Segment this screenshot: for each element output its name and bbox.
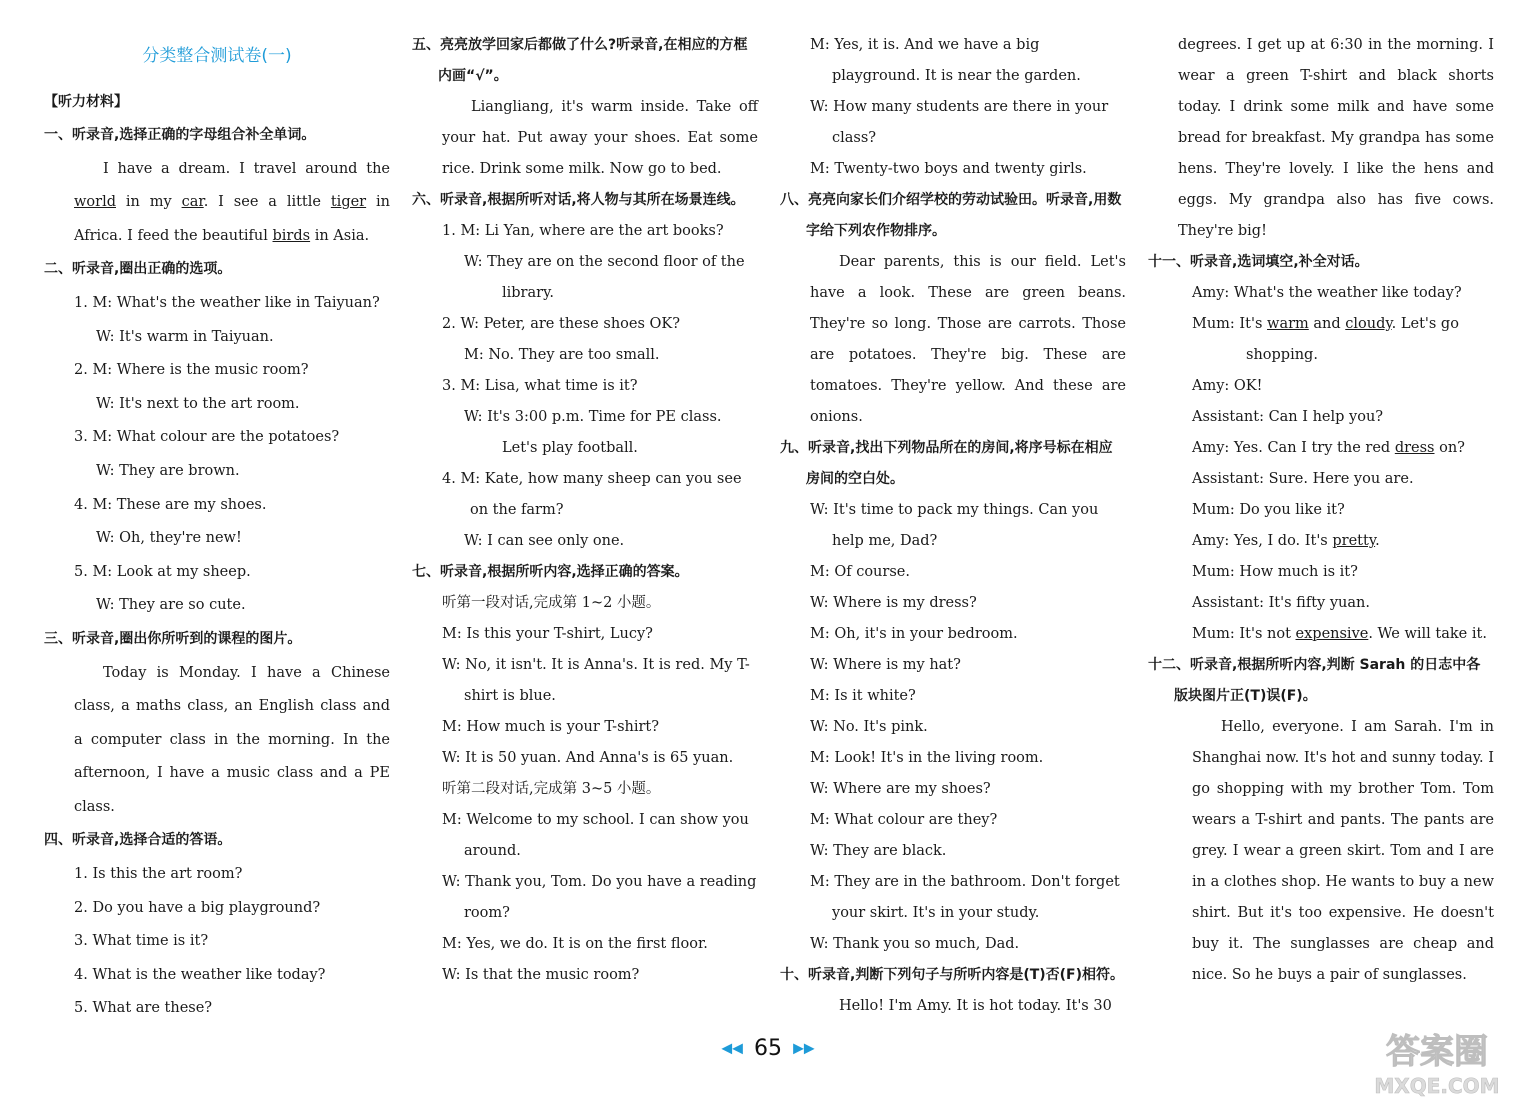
section-1-heading: 一、听录音,选择正确的字母组合补全单词。	[44, 127, 316, 143]
dialogue-line: 3. M: Lisa, what time is it?	[442, 378, 638, 394]
dialogue-line: 1. M: Li Yan, where are the art books?	[442, 223, 724, 239]
dialogue-line: W: No. It's pink.	[810, 719, 928, 735]
dialogue-line: Amy: Yes. Can I try the red dress on?	[1192, 440, 1465, 456]
dialogue-line: M: Oh, it's in your bedroom.	[810, 626, 1018, 642]
section-12-passage: Hello, everyone. I am Sarah. I'm in Shanghai now. It's hot and sunny today. I go shopping with my brother Tom. Tom wears a T-shirt and pants. The pants are grey. I wear a green skirt. Tom and I are in a clothes shop. He wants to buy a new shirt. But it's too expensive. He doesn't buy it. The sunglasses are cheap and nice. So he buys a pair of sunglasses.	[1192, 719, 1494, 983]
section-3-heading: 三、听录音,圈出你所听到的课程的图片。	[44, 630, 302, 647]
dialogue-line: W: Oh, they're new!	[96, 530, 242, 547]
dialogue-line: 3. M: What colour are the potatoes?	[74, 429, 340, 446]
dialogue-line: Amy: Yes, I do. It's pretty.	[1192, 533, 1380, 549]
dialogue-line: 1. M: What's the weather like in Taiyuan?	[74, 294, 380, 311]
section-5-passage: Liangliang, it's warm inside. Take off your hat. Put away your shoes. Eat some rice. Drink some milk. Now go to bed.	[442, 99, 758, 177]
dialogue-line: 5. M: Look at my sheep.	[74, 563, 251, 580]
question-item: 2. Do you have a big playground?	[74, 899, 321, 916]
column-3	[780, 30, 1126, 1022]
dialogue-line: Mum: It's warm and cloudy. Let's go shopping.	[1192, 316, 1459, 363]
dialogue-line: W: It's 3:00 p.m. Time for PE class. Let's play football.	[464, 409, 722, 456]
watermark-text: 答案圈	[1386, 1032, 1488, 1072]
section-7-heading: 七、听录音,根据所听内容,选择正确的答案。	[412, 564, 689, 580]
section-12-heading: 十二、听录音,根据所听内容,判断 Sarah 的日志中各版块图片正(T)误(F)。	[1148, 657, 1481, 704]
dialogue-line: Amy: What's the weather like today?	[1192, 285, 1462, 301]
watermark-url: MXQE.COM	[1374, 1074, 1500, 1098]
dialogue-line: 4. M: Kate, how many sheep can you see on the farm?	[442, 471, 742, 518]
dialogue-line: Assistant: It's fifty yuan.	[1192, 595, 1370, 611]
dialogue-line: M: How much is your T-shirt?	[442, 719, 660, 735]
question-item: 1. Is this the art room?	[74, 866, 243, 883]
dialogue-line: M: No. They are too small.	[464, 347, 660, 363]
section-10-passage-continued: degrees. I get up at 6:30 in the morning. I wear a green T-shirt and black shorts today. I drink some milk and have some bread for breakfast. My grandpa has some hens. They're lovely. I like the hens and eggs. My grandpa also has five cows. They're big!	[1178, 37, 1494, 239]
section-3-passage: Today is Monday. I have a Chinese class, a maths class, an English class and a computer class in the morning. In the afternoon, I have a music class and a PE class.	[74, 664, 390, 815]
section-11-heading: 十一、听录音,选词填空,补全对话。	[1148, 254, 1369, 270]
dialogue-line: W: It's time to pack my things. Can you help me, Dad?	[810, 502, 1099, 549]
dialogue-line: W: They are so cute.	[96, 597, 246, 614]
section-10-passage-start: Hello! I'm Amy. It is hot today. It's 30	[839, 998, 1112, 1014]
section-4-heading: 四、听录音,选择合适的答语。	[44, 832, 232, 849]
dialogue-line: W: It's warm in Taiyuan.	[96, 328, 274, 345]
dialogue-line: W: It is 50 yuan. And Anna's is 65 yuan.	[442, 750, 734, 766]
dialogue-line: W: Where is my hat?	[810, 657, 961, 673]
dialogue-line: Mum: How much is it?	[1192, 564, 1358, 580]
dialogue-line: M: Yes, we do. It is on the first floor.	[442, 936, 708, 952]
dialogue-line: M: Of course.	[810, 564, 910, 580]
section-2-heading: 二、听录音,圈出正确的选项。	[44, 261, 232, 278]
dialogue-line: W: Thank you so much, Dad.	[810, 936, 1020, 952]
dialogue-line: M: Is it white?	[810, 688, 916, 704]
dialogue-line: 2. M: Where is the music room?	[74, 362, 309, 379]
sub-instruction: 听第二段对话,完成第 3~5 小题。	[442, 781, 661, 797]
section-1-passage: I have a dream. I travel around the world in my car. I see a little tiger in Africa. I feed the beautiful birds in Asia.	[74, 160, 390, 244]
dialogue-line: 2. W: Peter, are these shoes OK?	[442, 316, 681, 332]
column-2	[412, 30, 758, 991]
section-6-heading: 六、听录音,根据所听对话,将人物与其所在场景连线。	[412, 192, 745, 208]
dialogue-line: W: Thank you, Tom. Do you have a reading room?	[442, 874, 757, 921]
question-item: 5. What are these?	[74, 1000, 213, 1017]
dialogue-line: W: No, it isn't. It is Anna's. It is red. My T-shirt is blue.	[442, 657, 750, 704]
dialogue-line: W: How many students are there in your class?	[810, 99, 1109, 146]
dialogue-line: M: Is this your T-shirt, Lucy?	[442, 626, 653, 642]
sub-instruction: 听第一段对话,完成第 1~2 小题。	[442, 595, 661, 611]
dialogue-line: Amy: OK!	[1192, 378, 1263, 394]
watermark-logo	[1352, 1017, 1522, 1103]
dialogue-line: M: Yes, it is. And we have a big playground. It is near the garden.	[810, 37, 1081, 84]
dialogue-line: W: Is that the music room?	[442, 967, 640, 983]
dialogue-line: W: Where are my shoes?	[810, 781, 991, 797]
dialogue-line: W: They are brown.	[96, 462, 240, 479]
dialogue-line: Mum: Do you like it?	[1192, 502, 1345, 518]
page-footer	[0, 1036, 1536, 1061]
dialogue-line: M: What colour are they?	[810, 812, 998, 828]
section-10-heading: 十、听录音,判断下列句子与所听内容是(T)否(F)相符。	[780, 967, 1125, 983]
dialogue-line: M: Look! It's in the living room.	[810, 750, 1044, 766]
section-5-heading: 五、亮亮放学回家后都做了什么?听录音,在相应的方框内画“√”。	[412, 37, 748, 84]
dialogue-line: M: Welcome to my school. I can show you around.	[442, 812, 749, 859]
page-title: 分类整合测试卷(一)	[142, 46, 292, 66]
question-item: 4. What is the weather like today?	[74, 966, 326, 983]
dialogue-line: Assistant: Can I help you?	[1192, 409, 1384, 425]
section-9-heading: 九、听录音,找出下列物品所在的房间,将序号标在相应房间的空白处。	[780, 440, 1113, 487]
dialogue-line: M: They are in the bathroom. Don't forget your skirt. It's in your study.	[810, 874, 1120, 921]
dialogue-line: W: They are on the second floor of the library.	[464, 254, 745, 301]
dialogue-line: Mum: It's not expensive. We will take it.	[1192, 626, 1487, 642]
dialogue-line: W: They are black.	[810, 843, 947, 859]
section-tag: 【听力材料】	[44, 94, 128, 110]
question-item: 3. What time is it?	[74, 933, 209, 950]
next-page-arrows-icon[interactable]: ▶▶	[793, 1040, 815, 1057]
dialogue-line: W: I can see only one.	[464, 533, 625, 549]
page-number: 65	[754, 1036, 782, 1061]
column-1	[44, 30, 390, 1026]
section-8-passage: Dear parents, this is our field. Let's have a look. These are green beans. They're so long. Those are carrots. Those are potatoes. They're big. These are tomatoes. They're yellow. And these are onions.	[810, 254, 1126, 425]
dialogue-line: 4. M: These are my shoes.	[74, 496, 267, 513]
previous-page-arrows-icon[interactable]: ◀◀	[721, 1040, 743, 1057]
dialogue-line: W: Where is my dress?	[810, 595, 977, 611]
dialogue-line: W: It's next to the art room.	[96, 395, 300, 412]
section-8-heading: 八、亮亮向家长们介绍学校的劳动试验田。听录音,用数字给下列农作物排序。	[780, 192, 1122, 239]
dialogue-line: M: Twenty-two boys and twenty girls.	[810, 161, 1087, 177]
dialogue-line: Assistant: Sure. Here you are.	[1192, 471, 1414, 487]
column-4	[1148, 30, 1494, 991]
